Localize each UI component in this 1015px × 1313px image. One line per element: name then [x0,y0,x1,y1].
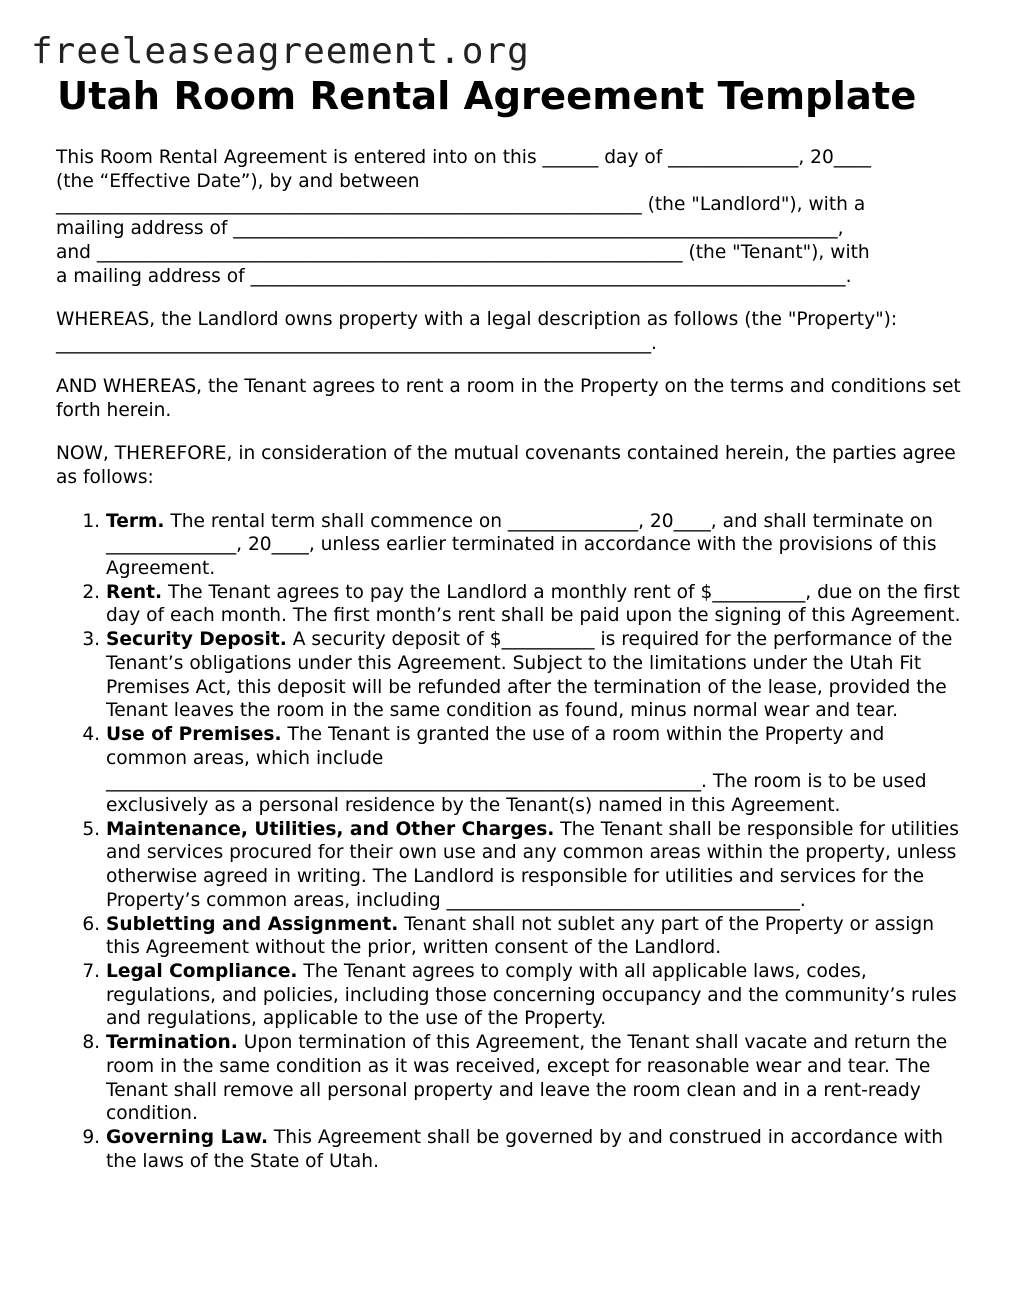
clause-term [106,510,961,581]
now-therefore-paragraph: NOW, THEREFORE, in consideration of the mutual covenants contained herein, the parties agree as follows: [56,443,956,489]
clause-security-deposit [106,628,961,723]
agreement-body [56,146,961,1173]
intro-line: mailing address of _________________________________________________________________, [56,218,844,240]
clause-title: Termination. [106,1032,238,1054]
intro-line: _______________________________________________________________ (the "Landlord"), with a [56,194,866,216]
clause-text: The Tenant is granted the use of a room within the Property and common areas, which include ________________________________________________________________. The room is to be used exclusively as a personal residence by the Tenant(s) named in this Agreement. [106,723,927,817]
clause-title: Governing Law. [106,1126,269,1148]
clause-text: Tenant shall not sublet any part of the Property or assign this Agreement without the prior, written consent of the Landlord. [106,913,934,959]
clause-rent [106,581,961,628]
whereas-property-paragraph [56,308,961,355]
clause-subletting [106,913,961,960]
clause-text: The rental term shall commence on ______________, 20____, and shall terminate on ______________, 20____, unless earlier terminated in accordance with the provisions of this Agreement. [106,510,937,580]
clause-termination [106,1031,961,1126]
intro-line: and _______________________________________________________________ (the "Tenant"), with [56,241,870,263]
clause-title: Subletting and Assignment. [106,913,399,935]
clause-title: Rent. [106,581,163,603]
whereas-line: ________________________________________________________________. [56,332,657,354]
clause-maintenance [106,818,961,913]
clause-text: The Tenant agrees to pay the Landlord a monthly rent of $__________, due on the first day of each month. The first month’s rent shall be paid upon the signing of this Agreement. [106,581,961,627]
clause-list [56,510,961,1174]
page-title: Utah Room Rental Agreement Template [57,74,917,119]
site-watermark: freeleaseagreement.org [31,31,530,72]
intro-paragraph [56,146,961,288]
clause-title: Maintenance, Utilities, and Other Charges. [106,818,555,840]
clause-title: Security Deposit. [106,629,287,651]
clause-use-of-premises [106,723,961,818]
clause-text: This Agreement shall be governed by and construed in accordance with the laws of the State of Utah. [106,1126,944,1172]
clause-text: The Tenant agrees to comply with all applicable laws, codes, regulations, and policies, including those concerning occupancy and the community’s rules and regulations, applicable to the use of the Property. [106,960,957,1030]
clause-legal-compliance [106,960,961,1031]
intro-line: a mailing address of ________________________________________________________________. [56,265,852,287]
clause-title: Legal Compliance. [106,960,298,982]
intro-line: This Room Rental Agreement is entered into on this ______ day of ______________, 20____ [56,147,872,168]
whereas-tenant-paragraph: AND WHEREAS, the Tenant agrees to rent a room in the Property on the terms and conditions set forth herein. [56,376,961,421]
whereas-line: WHEREAS, the Landlord owns property with a legal description as follows (the "Property"): [56,309,898,331]
clause-text: Upon termination of this Agreement, the Tenant shall vacate and return the room in the same condition as it was received, except for reasonable wear and tear. The Tenant shall remove all personal property and leave the room clean and in a rent-ready condition. [106,1032,948,1125]
clause-title: Use of Premises. [106,723,282,745]
clause-title: Term. [106,510,165,532]
clause-text: The Tenant shall be responsible for utilities and services procured for their own use and any common areas within the property, unless otherwise agreed in writing. The Landlord is responsible for utilities and services for the Property’s common areas, including ______________________________________. [106,818,959,911]
intro-line: (the “Effective Date”), by and between [56,170,420,192]
clause-governing-law [106,1126,961,1173]
clause-text: A security deposit of $__________ is required for the performance of the Tenant’s obligations under this Agreement. Subject to the limitations under the Utah Fit Premises Act, this deposit will be refunded after the termination of the lease, provided the Tenant leaves the room in the same condition as found, minus normal wear and tear. [106,629,953,722]
